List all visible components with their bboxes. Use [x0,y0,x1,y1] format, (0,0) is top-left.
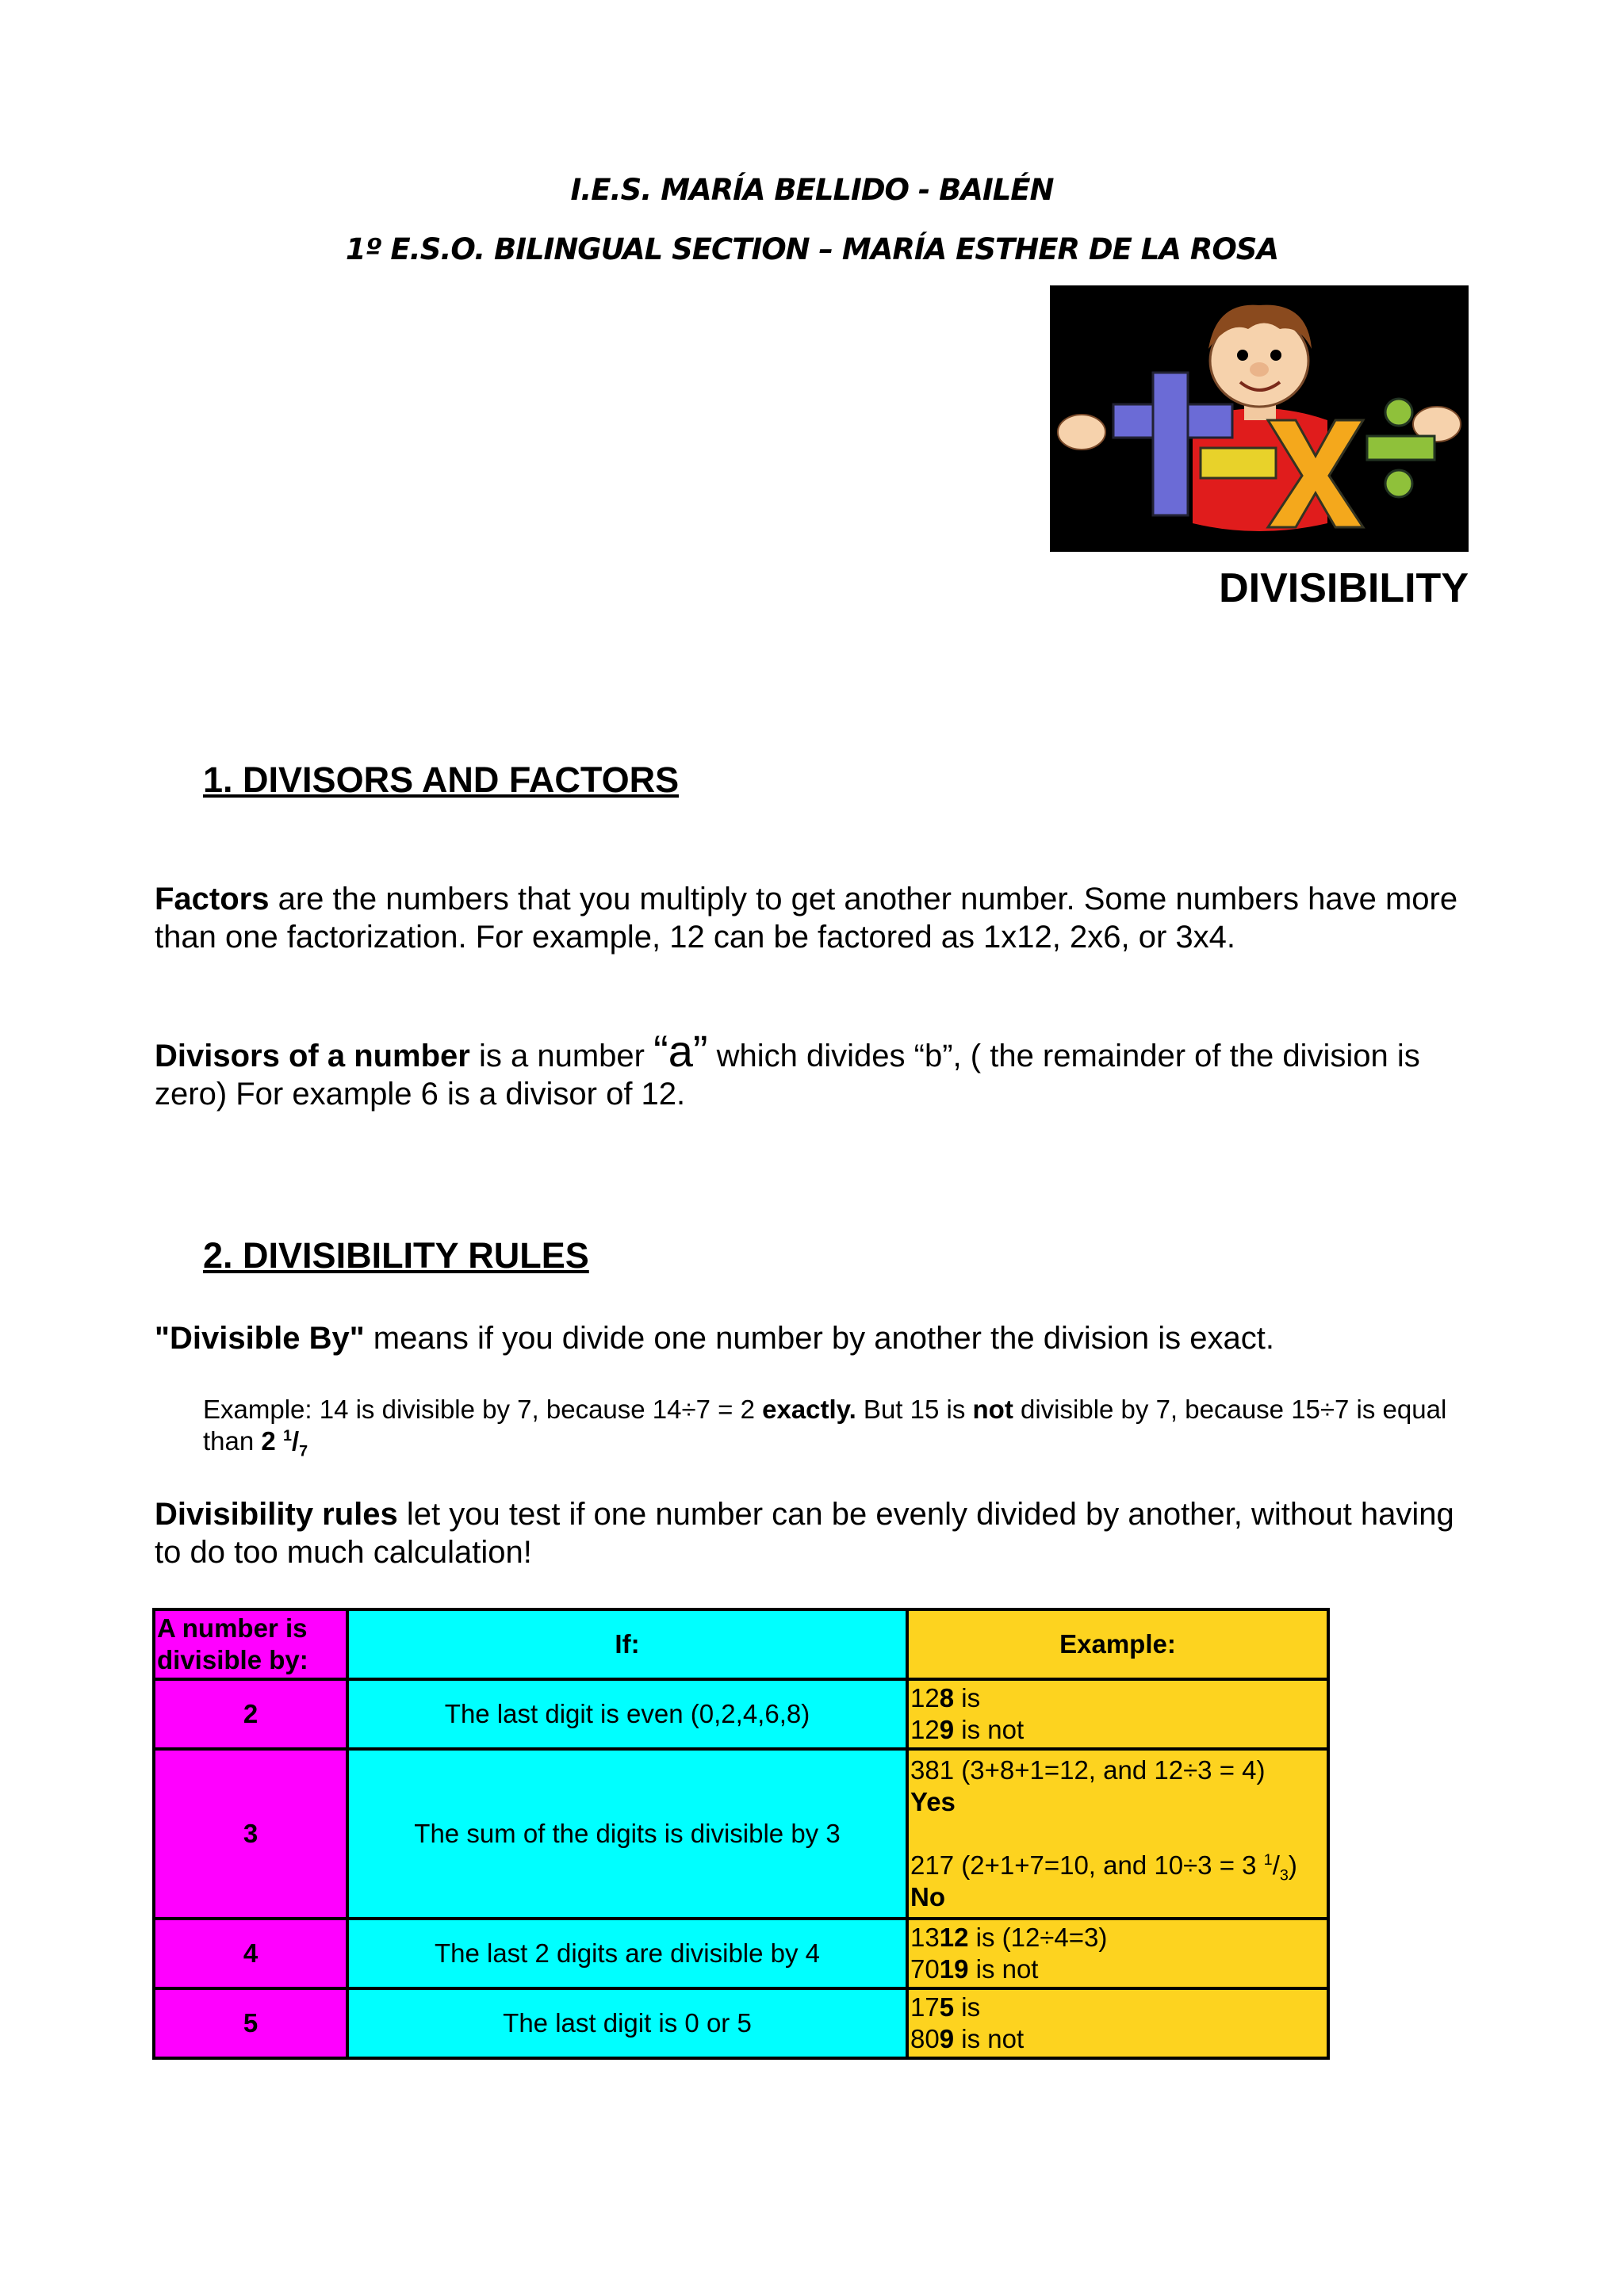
section-1-heading: 1. DIVISORS AND FACTORS [203,760,680,800]
table-row [154,1749,1328,1919]
example-cell: 175 is 809 is not [907,1988,1328,2058]
divisors-text-1: is a number [469,1039,654,1073]
fraction-slash: / [291,1426,300,1456]
example-bold-exactly: exactly. [762,1395,856,1424]
divisible-by-term: "Divisible By" [155,1321,365,1356]
example-bold-not: not [972,1395,1013,1424]
example-cell: 128 is 129 is not [907,1679,1328,1749]
school-name: I.E.S. MARÍA BELLIDO - BAILÉN [570,173,1054,207]
rule-cell: The last 2 digits are divisible by 4 [347,1919,907,1988]
divisors-text-2: which divides “b”, ( the remainder of the division is zero) For example 6 is a divisor of 12. [155,1039,1420,1112]
header-divisible-by: A number is divisible by: [154,1609,347,1679]
example-bold-2: 2 [261,1426,283,1456]
divisors-paragraph [155,1026,1487,1113]
example-text-2: But 15 is [856,1395,973,1424]
divisibility-rules-table [152,1608,1330,2060]
divisor-cell: 5 [154,1988,347,2058]
table-row [154,1988,1328,2058]
example-text-3: divisible by 7, because 15÷7 is equal than [203,1395,1447,1456]
table-header-row [154,1609,1328,1679]
rule-cell: The last digit is even (0,2,4,6,8) [347,1679,907,1749]
divisibility-rules-paragraph [155,1495,1487,1571]
divisible-by-paragraph [155,1319,1487,1357]
example-cell: 381 (3+8+1=12, and 12÷3 = 4) Yes 217 (2+1+7=10, and 10÷3 = 3 $^1/_3$) No [907,1749,1328,1919]
example-cell: 1312 is (12÷4=3) 7019 is not [907,1919,1328,1988]
divisible-by-definition: means if you divide one number by another the division is exact. [364,1321,1274,1356]
example-text-1: Example: 14 is divisible by 7, because 14÷7 = 2 [203,1395,763,1424]
header-if: If: [347,1609,907,1679]
table-row [154,1919,1328,1988]
math-kid-icon [1050,285,1469,552]
divisor-cell: 3 [154,1749,347,1919]
factors-definition: are the numbers that you multiply to get another number. Some numbers have more than one factorization. For example, 12 can be factored as 1x12, 2x6, or 3x4. [155,882,1458,955]
math-kid-illustration [1050,285,1469,552]
divisor-cell: 2 [154,1679,347,1749]
document-title: DIVISIBILITY [1219,565,1469,611]
rule-cell: The sum of the digits is divisible by 3 [347,1749,907,1919]
example-paragraph [203,1394,1488,1460]
section-2-heading: 2. DIVISIBILITY RULES [203,1235,589,1276]
table-row [154,1679,1328,1749]
variable-a: “a” [653,1026,708,1076]
fraction-denominator: 7 [299,1442,308,1460]
factors-paragraph [155,880,1487,956]
fraction-numerator: 1 [282,1427,292,1445]
factors-term: Factors [155,882,270,916]
course-and-teacher: 1º E.S.O. BILINGUAL SECTION – MARÍA ESTHER DE LA ROSA [345,232,1279,266]
divisibility-rules-term: Divisibility rules [155,1497,398,1532]
header-example: Example: [907,1609,1328,1679]
divisor-cell: 4 [154,1919,347,1988]
divisors-term: Divisors of a number [155,1039,470,1073]
rule-cell: The last digit is 0 or 5 [347,1988,907,2058]
divisibility-rules-text: let you test if one number can be evenly divided by another, without having to do too much calculation! [155,1497,1454,1570]
